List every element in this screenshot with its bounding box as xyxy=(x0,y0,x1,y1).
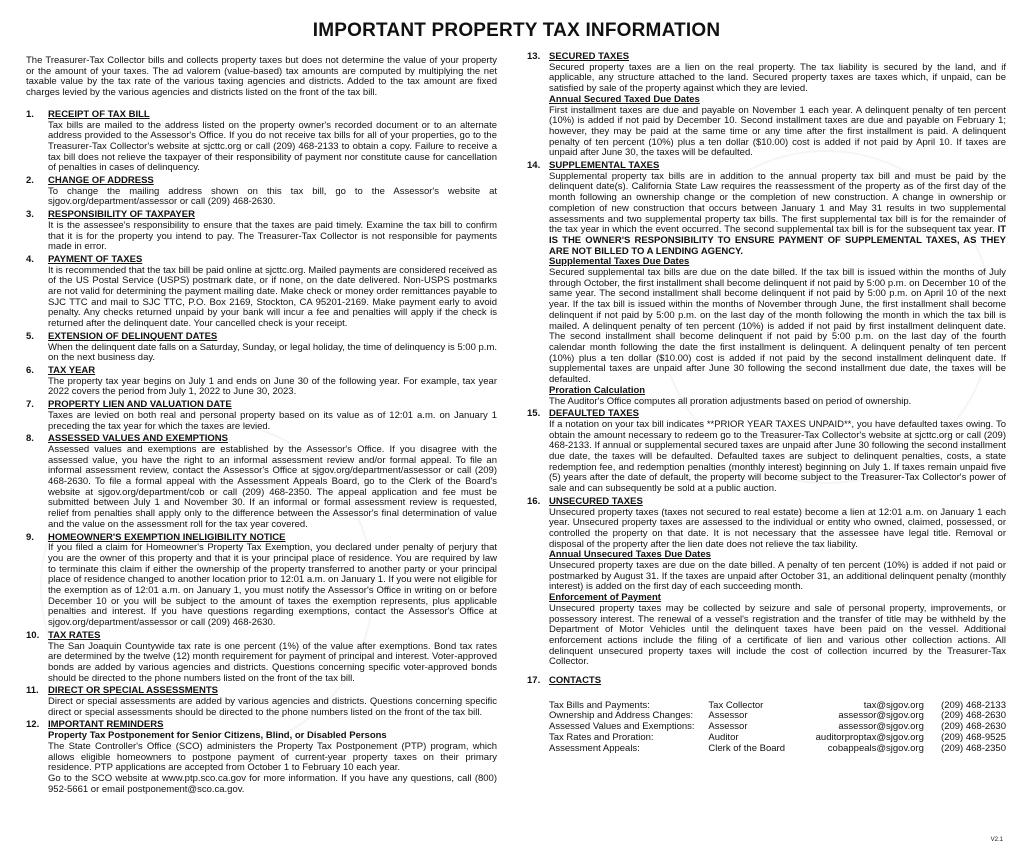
contact-purpose: Tax Rates and Proration: xyxy=(549,731,654,743)
section-17 xyxy=(527,676,1006,754)
contact-purpose: Assessed Values and Exemptions: xyxy=(549,721,695,733)
section-title: HOMEOWNER'S EXEMPTION INELIGIBILITY NOTICE xyxy=(48,531,286,543)
section-body: Go to the SCO website at www.ptp.sco.ca.gov for more information. If you have any questions, call (800) 952-5661 or email postponement@sco.ca.gov. xyxy=(48,773,497,795)
contacts-table xyxy=(549,701,1006,755)
section-title: DIRECT OR SPECIAL ASSESSMENTS xyxy=(48,685,218,697)
section-body: Tax bills are mailed to the address listed on the property owner's recorded document or to an alternate address provided to the Assessor's Office. If you do not receive tax bills for all of your properties, go to the Treasurer-Tax Collector's website at sjcttc.org or call (209) 468-2133 to obtain a copy. Failure to receive a tax bill does not relieve the taxpayer of their responsibility of payment nor constitute cause for cancellation of penalties in cases of delinquency. xyxy=(48,119,497,174)
section-body: If a notation on your tax bill indicates **PRIOR YEAR TAXES UNPAID**, you have defaulted taxes owing. To obtain the amount necessary to redeem go to the Treasurer-Tax Collector's website at sjcttc.org or call (209) 468-2133. If annual or supplemental secured taxes are unpaid after June 30 following the second installment due date, the taxes will be defaulted. Defaulted taxes are subject to delinquent penalties, costs, a state redemption fee, and redemption penalties (monthly interest) beginning on July 1. If taxes remain unpaid five (5) years after the date of default, the property will become subject to the Treasurer-Tax Collector's power of sale and can subsequently be sold at a public auction. xyxy=(549,418,1006,495)
section-number: 9. xyxy=(26,531,34,543)
section-title: IMPORTANT REMINDERS xyxy=(48,719,164,731)
contact-office: Auditor xyxy=(708,731,739,743)
contact-row xyxy=(549,733,1006,744)
section-title: UNSECURED TAXES xyxy=(549,495,643,507)
section-body: The San Joaquin Countywide tax rate is one percent (1%) of the value after exemptions. Bond tax rates are determined by the twelve (12) month requirement for payment of principal and interest. Voter-approved bonds are added by various agencies and districts. Questions concerning specific voter-approved bonds should be directed to the phone numbers listed on the front of the tax bill. xyxy=(48,640,497,684)
section-12 xyxy=(26,720,497,795)
contact-purpose: Assessment Appeals: xyxy=(549,742,640,754)
section-1 xyxy=(26,110,497,174)
section-body: The State Controller's Office (SCO) administers the Property Tax Postponement (PTP) program, which allows eligible homeowners to postpone payment of current-year property taxes on their primary residence. PTP applications are accepted from October 1 to February 10 each year. xyxy=(48,740,497,774)
section-body: Unsecured property taxes may be collected by seizure and sale of personal property, improvements, or possessory interest. The renewal of a vessel's registration and the transfer of title may be withheld by the Department of Motor Vehicles until the delinquent taxes have been paid on the vessel. Additional enforcement actions include the filing of a certificate of lien and various other collection actions. All delinquent unsecured property taxes will include the cost of collection incurred by the Treasurer-Tax Collector. xyxy=(549,602,1006,668)
section-title: SECURED TAXES xyxy=(549,51,630,62)
section-10 xyxy=(26,631,497,685)
section-title: SUPPLEMENTAL TAXES xyxy=(549,160,660,172)
contact-phone[interactable]: (209) 468-9525 xyxy=(941,731,1006,743)
section-number: 4. xyxy=(26,253,34,265)
section-body: The Auditor's Office computes all proration adjustments based on period of ownership. xyxy=(549,395,912,407)
section-body: The property tax year begins on July 1 and ends on June 30 of the following year. For example, tax year 2022 covers the period from July 1, 2022 to June 30, 2023. xyxy=(48,375,497,398)
contact-phone[interactable]: (209) 468-2630 xyxy=(941,721,1006,733)
section-number: 8. xyxy=(26,433,34,445)
section-4 xyxy=(26,255,497,330)
section-body: Taxes are levied on both real and personal property based on its value as of 12:01 a.m. on January 1 preceding the tax year for which the taxes are levied. xyxy=(48,409,497,432)
section-5 xyxy=(26,332,497,364)
section-body: To change the mailing address shown on this tax bill, go to the Assessor's website at sjgov.org/department/assessor or call (209) 468-2630. xyxy=(48,185,497,208)
contact-email[interactable]: tax@sjgov.org xyxy=(863,699,924,711)
subsection-title: Proration Calculation xyxy=(549,384,646,396)
section-number: 17. xyxy=(527,675,541,687)
section-title: RECEIPT OF TAX BILL xyxy=(48,108,150,120)
section-number: 14. xyxy=(527,160,541,172)
section-title: CHANGE OF ADDRESS xyxy=(48,175,154,187)
section-body: Secured property taxes are a lien on the real property. The tax liability is secured by the land, and if applicable, any structure attached to the land. Secured property taxes are taxes which, if unpaid, can be satisfied by sale of the property against which they are levied. xyxy=(549,61,1006,95)
section-number: 6. xyxy=(26,364,34,376)
contact-purpose: Tax Bills and Payments: xyxy=(549,699,650,711)
section-2 xyxy=(26,176,497,208)
section-body: Assessed values and exemptions are established by the Assessor's Office. If you disagree with the assessed value, you have the right to an informal assessment review and/or formal appeal. To file an informal assessment review, contact the Assessor's Office at sjgov.org/department/assessor or call (209) 468-2630. To file a formal appeal with the Assessment Appeals Board, go to the Clerk of the Board's website at sjgov.org/department/cob or call (209) 468-2350. The appeal application and fee must be submitted between July 1 and November 30. If an informal or formal assessment review is requested, relief from penalties shall apply only to the difference between the Assessor's final determination of value and the value on the assessment roll for the tax year covered. xyxy=(48,443,497,530)
section-number: 12. xyxy=(26,719,40,731)
contact-purpose: Ownership and Address Changes: xyxy=(549,710,694,722)
contact-phone[interactable]: (209) 468-2133 xyxy=(941,699,1006,711)
left-column xyxy=(26,56,497,797)
section-number: 11. xyxy=(26,685,39,697)
section-number: 5. xyxy=(26,330,34,342)
section-body: Unsecured property taxes (taxes not secured to real estate) become a lien at 12:01 a.m. on January 1 each year. Unsecured property taxes are assessed to the individual or entity who owned, claimed, possessed, or controlled the property on that date. It is not necessary that the assessee have legal title. Removal or disposal of the property after the lien date does not relieve the tax liability. xyxy=(549,506,1006,550)
contact-office: Clerk of the Board xyxy=(708,742,785,754)
contact-phone[interactable]: (209) 468-2350 xyxy=(941,742,1006,754)
section-6 xyxy=(26,366,497,398)
section-body: First installment taxes are due and payable on November 1 each year. A delinquent penalty of ten percent (10%) is added if not paid by December 10. Second installment taxes are due and payable on February 1; however, they may be paid at the same time or any time after the first installment is paid. A delinquent penalty of ten percent (10%) plus a ten dollar ($10.00) cost is added if not paid by April 10. If taxes are unpaid after June 30, the taxes will be defaulted. xyxy=(549,104,1006,159)
version-label: V2.1 xyxy=(990,837,1003,843)
section-number: 15. xyxy=(527,408,541,420)
section-number: 13. xyxy=(527,51,541,62)
contact-email[interactable]: cobappeals@sjgov.org xyxy=(827,742,924,754)
section-title: PAYMENT OF TAXES xyxy=(48,253,143,265)
subsection-title: Annual Secured Taxed Due Dates xyxy=(549,93,700,105)
subsection-title: Supplemental Taxes Due Dates xyxy=(549,256,690,268)
section-body: It is the assessee's responsibility to ensure that the taxes are paid timely. Examine the tax bill to confirm that it is for the property you intend to pay. The Treasurer-Tax Collector is not responsible for payments made in error. xyxy=(48,219,497,253)
contact-email[interactable]: auditorproptax@sjgov.org xyxy=(815,731,924,743)
section-title: RESPONSIBILITY OF TAXPAYER xyxy=(48,209,195,221)
section-body: If you filed a claim for Homeowner's Property Tax Exemption, you declared under penalty of perjury that you are the owner of this property and that it is your principal place of residence. You are required by law to terminate this claim if either the ownership of the property transferred to another party or your principal place of residence changed to another location prior to 12:01 a.m. on January 1. If you were not eligible for the exemption as of 12:01 a.m. on January 1, you must notify the Assessor's Office in writing on or before December 10 or you will be subject to the amount of taxes the exemption represents, plus applicable penalties and interest. If you have questions regarding exemptions, contact the Assessor's Office at sjgov.org/department/assessor or call (209) 468-2630. xyxy=(48,542,497,629)
section-13 xyxy=(527,52,1006,159)
section-14 xyxy=(527,161,1006,407)
intro-paragraph: The Treasurer-Tax Collector bills and collects property taxes but does not determine the value of your property or the amount of your taxes. The ad valorem (value-based) tax amounts are computed by multiplying the net taxable value by the tax rate of the various taxing agencies and districts. Added to the tax amount are fixed charges levied by the various agencies and districts listed on the front of the tax bill. xyxy=(26,55,497,99)
section-body: Unsecured property taxes are due on the date billed. A penalty of ten percent (10%) is added if not paid or postmarked by August 31. If the taxes are unpaid after October 31, an additional delinquent penalty (monthly interest) is added on the first day of each succeeding month. xyxy=(549,560,1006,593)
section-title: TAX YEAR xyxy=(48,364,96,376)
section-16 xyxy=(527,497,1006,668)
section-title: PROPERTY LIEN AND VALUATION DATE xyxy=(48,399,232,411)
section-title: DEFAULTED TAXES xyxy=(549,408,639,420)
section-title: ASSESSED VALUES AND EXEMPTIONS xyxy=(48,433,229,445)
section-8 xyxy=(26,434,497,530)
contact-office: Tax Collector xyxy=(708,699,764,711)
subsection-title: Property Tax Postponement for Senior Citizens, Blind, or Disabled Persons xyxy=(48,730,387,742)
section-number: 16. xyxy=(527,495,541,507)
contact-email[interactable]: assessor@sjgov.org xyxy=(838,721,924,733)
contact-office: Assessor xyxy=(708,721,748,733)
section-7 xyxy=(26,400,497,432)
subsection-title: Annual Unsecured Taxes Due Dates xyxy=(549,549,711,561)
contact-email[interactable]: assessor@sjgov.org xyxy=(838,710,924,722)
section-title: CONTACTS xyxy=(549,675,602,687)
section-body: It is recommended that the tax bill be paid online at sjcttc.org. Mailed payments are considered received as of the US Postal Service (USPS) postmark date, or if none, on the date delivered. Non-USPS postmarks are not valid for determining the payment mailing date. Make check or money order remittances payable to SJC TTC and mail to SJC TTC, P.O. Box 2169, Stockton, CA 95201-2169. Make payment early to avoid penalty. Any checks returned unpaid by your bank will incur a fee and penalties will apply if the check is returned after the delinquent date. Your cancelled check is your receipt. xyxy=(48,264,497,330)
section-3 xyxy=(26,210,497,253)
section-15 xyxy=(527,409,1006,495)
section-number: 7. xyxy=(26,399,34,411)
contact-phone[interactable]: (209) 468-2630 xyxy=(941,710,1006,722)
section-number: 3. xyxy=(26,209,34,221)
section-9 xyxy=(26,533,497,629)
section-body: Direct or special assessments are added by various agencies and districts. Questions concerning specific direct or special assessments should be directed to the phone numbers listed on the front of the tax bill. xyxy=(48,696,497,718)
subsection-title: Enforcement of Payment xyxy=(549,592,661,604)
contact-office: Assessor xyxy=(708,710,748,722)
section-body: Supplemental property tax bills are in addition to the annual property tax bill and must be paid by the delinquent date(s). California State Law requires the reassessment of the property as of the first day of the month following an ownership change or the completion of new construction. A change in ownership or completion of new construction that occurs between January 1 and May 31 results in two supplemental assessments and two supplemental property tax bills. The first supplemental tax bill is for the remainder of the tax year in which the event occurred. The second supplemental tax bill is for the subsequent tax year. xyxy=(549,170,1006,236)
right-column xyxy=(527,52,1006,756)
section-body: When the delinquent date falls on a Saturday, Sunday, or legal holiday, the time of delinquency is 5:00 p.m. on the next business day. xyxy=(48,341,497,364)
page-title: IMPORTANT PROPERTY TAX INFORMATION xyxy=(312,20,721,41)
section-title: EXTENSION OF DELINQUENT DATES xyxy=(48,330,218,342)
section-number: 10. xyxy=(26,629,40,641)
section-number: 1. xyxy=(26,108,34,120)
section-number: 2. xyxy=(26,175,34,187)
left-sections xyxy=(26,110,497,796)
section-body: Secured supplemental tax bills are due on the date billed. If the tax bill is issued within the months of July through October, the first installment shall become delinquent if not paid by 5:00 p.m. on December 10 of the same year. The second installment shall become delinquent if not paid by 5:00 p.m. on April 10 of the next year. If the tax bill is issued within the months of November through June, the first installment shall become delinquent if not paid by 5:00 p.m. on the last day of the month following the month in which the tax bill is mailed. A delinquent penalty of ten percent (10%) is added if not paid by first installment delinquent date. The second installment shall become delinquent if not paid by 5:00 p.m. on the last day of the fourth calendar month following the date the first installment is delinquent. A delinquent penalty of ten percent (10%) plus a ten dollar ($10.00) cost is added if not paid by the second installment delinquent date. If supplemental taxes are unpaid after June 30 following the second installment due date, the taxes will be defaulted. xyxy=(549,267,1006,386)
contact-row xyxy=(549,744,1006,755)
section-11 xyxy=(26,686,497,718)
owner-responsibility-notice: IT IS THE OWNER'S RESPONSIBILITY TO ENSURE PAYMENT OF SUPPLEMENTAL TAXES, AS THEY ARE NOT BILLED TO A LENDING AGENCY. xyxy=(549,224,1007,257)
section-title: TAX RATES xyxy=(48,629,101,641)
